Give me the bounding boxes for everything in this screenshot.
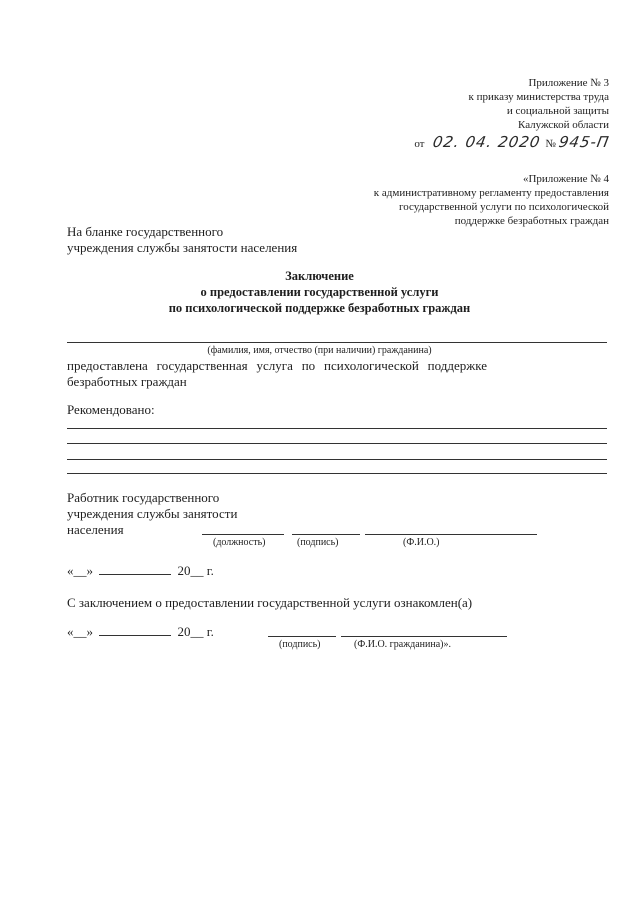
- annex4-line: «Приложение № 4: [522, 173, 609, 185]
- position-caption: (должность): [213, 537, 266, 548]
- recommendation-line: [67, 473, 607, 474]
- recommended-label: Рекомендовано:: [67, 402, 155, 417]
- fio-sign-line: [365, 534, 537, 535]
- letterhead-line: учреждения службы занятости населения: [67, 240, 298, 255]
- annex4-line: поддержке безработных граждан: [454, 215, 609, 227]
- annex3-line: и социальной защиты: [506, 105, 609, 117]
- recommendation-line: [67, 443, 607, 444]
- title-line: Заключение: [285, 269, 354, 283]
- date-day: «__»: [67, 563, 93, 578]
- provided-line: предоставлена государственная услуга по психологической поддержке: [67, 358, 487, 373]
- annex4-line: к административному регламенту предоставления: [373, 187, 609, 199]
- citizen-signature-caption: (подпись): [279, 639, 321, 650]
- title-line: о предоставлении государственной услуги: [200, 285, 439, 299]
- position-line: [202, 534, 284, 535]
- annex3-line: к приказу министерства труда: [468, 91, 609, 103]
- annex4-block: [374, 172, 609, 228]
- provided-text: [67, 358, 487, 390]
- date-prefix: от: [414, 138, 425, 150]
- fio-line: [67, 342, 607, 343]
- date-year: 20__ г.: [177, 563, 214, 578]
- acquainted-text: С заключением о предоставлении государственной услуги ознакомлен(а): [67, 595, 473, 610]
- number-sign: №: [545, 138, 556, 150]
- citizen-fio-line: [341, 636, 507, 637]
- order-number-handwritten: 945-П: [557, 133, 611, 151]
- worker-line: учреждения службы занятости: [67, 506, 238, 521]
- fio-caption: (фамилия, имя, отчество (при наличии) гражданина): [207, 345, 432, 356]
- fio-caption-worker: (Ф.И.О.): [403, 537, 440, 548]
- letterhead: [67, 224, 297, 256]
- letterhead-line: На бланке государственного: [67, 224, 224, 239]
- annex4-line: государственной услуги по психологической: [398, 201, 609, 213]
- date-year: 20__ г.: [177, 624, 214, 639]
- title-line: по психологической поддержке безработных граждан: [168, 301, 471, 315]
- date-day: «__»: [67, 624, 93, 639]
- provided-line: безработных граждан: [67, 374, 187, 389]
- citizen-signature-line: [268, 636, 336, 637]
- order-date-handwritten: 02. 04. 2020: [431, 133, 543, 151]
- date-month-blank: [99, 574, 171, 575]
- order-date-number: [414, 133, 609, 151]
- date-line: [67, 563, 214, 579]
- citizen-fio-caption: (Ф.И.О. гражданина)».: [354, 639, 451, 650]
- signature-caption: (подпись): [297, 537, 339, 548]
- worker-line: Работник государственного: [67, 490, 220, 505]
- worker-block: [67, 490, 237, 538]
- annex3-line: Приложение № 3: [528, 77, 609, 89]
- date-month-blank: [99, 635, 171, 636]
- annex3-line: Калужской области: [518, 119, 609, 131]
- signature-line: [292, 534, 360, 535]
- date-line-2: [67, 624, 214, 640]
- worker-line: населения: [67, 522, 124, 537]
- annex3-block: [469, 76, 609, 132]
- recommendation-line: [67, 428, 607, 429]
- document-title: [0, 268, 639, 316]
- recommendation-line: [67, 459, 607, 460]
